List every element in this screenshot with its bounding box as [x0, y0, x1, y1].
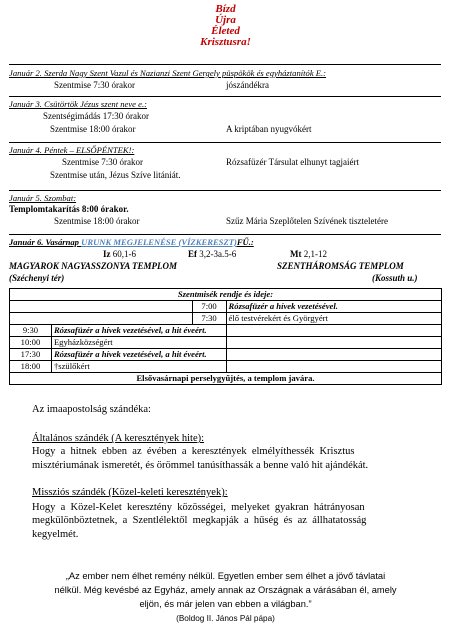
- mass-intention: élő testvérekért és Györgyért: [226, 313, 441, 325]
- reading-book: Mt: [290, 249, 302, 259]
- reading-1: [103, 249, 136, 259]
- sunday-feast-name: URUNK MEGJELENÉSE (VÍZKERESZT): [81, 237, 237, 247]
- mass-intention: Rózsafüzér a hívek vezetésével, a hit éveért.: [51, 349, 226, 361]
- divider: [9, 190, 441, 191]
- mass-intention: Szűz Mária Szeplőtelen Szívének tiszteletére: [226, 216, 388, 226]
- reading-ref: 2,1-12: [303, 249, 327, 259]
- mass-time: Szentmise 18:00 órakor: [54, 216, 140, 226]
- reading-3: [290, 249, 327, 259]
- day-heading: Január 4. Péntek – ELSŐPÉNTEK!:: [9, 145, 135, 155]
- mission-intention-heading: Missziós szándék (Közel-keleti keresztények):: [32, 487, 228, 498]
- general-intention-heading: Általános szándék (A keresztények hite):: [32, 433, 205, 444]
- reading-ref: 60,1-6: [112, 249, 136, 259]
- table-header: Szentmisék rendje és ideje:: [10, 289, 442, 301]
- table-row: [10, 349, 442, 361]
- church-right-name: SZENTHÁROMSÁG TEMPLOM: [277, 261, 404, 271]
- mass-intention: jószándékra: [226, 80, 269, 90]
- title-line-3: Életed: [211, 25, 240, 37]
- reading-ref: 3,2-3a.5-6: [199, 249, 237, 259]
- church-left-location: (Széchenyi tér): [9, 273, 65, 283]
- title-line-1: Bízd: [215, 3, 236, 15]
- mass-intention: Egyházközségért: [51, 337, 226, 349]
- divider: [9, 234, 441, 235]
- mass-intention: Rózsafüzér Társulat elhunyt tagjaiért: [226, 157, 360, 167]
- table-row: [10, 337, 442, 349]
- cleaning-note: Templomtakarítás 8:00 órakor.: [9, 204, 129, 214]
- mission-intention-line: Hogy a Közel-Kelet keresztény közösségei, melyeket gyakran hátrányosan: [32, 502, 365, 513]
- litany-note: Szentmise után, Jézus Szíve litániát.: [50, 170, 181, 180]
- quote-line: nélkül. Még kevésbé az Egyház, amely annak az Országnak a várásában él, amely: [54, 585, 397, 595]
- title-line-2: Újra: [215, 14, 236, 26]
- mass-time: 17:30: [10, 349, 52, 361]
- church-right-location: (Kossuth u.): [372, 273, 418, 283]
- mass-intention: A kriptában nyugvókért: [226, 124, 312, 134]
- mass-time: Szentmise 7:30 órakor: [54, 80, 135, 90]
- table-footer: Elsővasárnapi perselygyűjtés, a templom javára.: [10, 373, 442, 385]
- mass-time: Szentmise 18:00 órakor: [50, 124, 136, 134]
- sunday-heading: [9, 237, 254, 247]
- divider: [9, 96, 441, 97]
- mass-time: Szentmise 7:30 órakor: [62, 157, 143, 167]
- general-intention-line: Hogy a hitnek ebben az évében a keresztények elmélyíthessék Krisztus: [32, 446, 355, 457]
- sunday-heading-suffix: FŰ.:: [236, 237, 254, 247]
- quote-author: (Boldog II. János Pál pápa): [176, 614, 275, 623]
- mass-time: 9:30: [10, 325, 52, 337]
- church-left-name: MAGYAROK NAGYASSZONYA TEMPLOM: [9, 261, 178, 271]
- reading-book: Iz: [103, 249, 111, 259]
- sunday-heading-prefix: Január 6. Vasárnap: [9, 237, 79, 247]
- mass-intention: Rózsafüzér a hívek vezetésével, a hit éveért.: [51, 325, 226, 337]
- title-line-4: Krisztusra!: [200, 36, 251, 48]
- table-row: [10, 301, 442, 313]
- table-row: [10, 313, 442, 325]
- day-heading: Január 5. Szombat:: [9, 193, 77, 203]
- day-heading: Január 3. Csütörtök Jézus szent neve e.:: [9, 99, 147, 109]
- prayer-intro: Az imaapostolság szándéka:: [32, 404, 151, 415]
- mass-intention: †szülőkért: [51, 361, 226, 373]
- mission-intention-line: megkülönböztetnek, a Szentlélektől megkapják a hűség és az állhatatosság: [32, 515, 367, 526]
- mass-time: 10:00: [10, 337, 52, 349]
- divider: [9, 64, 441, 65]
- mass-intention: Rózsafüzér a hívek vezetésével.: [226, 301, 441, 313]
- quote-line: „Az ember nem élhet remény nélkül. Egyetlen ember sem élhet a jövő távlatai: [65, 571, 386, 581]
- mass-time: 7:00: [192, 301, 226, 313]
- general-intention-line: misztériumának ismeretét, és örömmel tanúsíthassák a benne való hit ajándékát.: [32, 460, 369, 471]
- mission-intention-line: kegyelmét.: [32, 529, 79, 540]
- quote-line: eljön, és már jelen van ebben a világban.”: [139, 599, 312, 609]
- divider: [9, 142, 441, 143]
- mass-time: 18:00: [10, 361, 52, 373]
- day-heading: Január 2. Szerda Nagy Szent Vazul és Nazianzi Szent Gergely püspökök és egyháztanítók E.:: [9, 68, 327, 78]
- reading-2: [188, 249, 236, 259]
- reading-book: Ef: [188, 249, 197, 259]
- adoration-time: Szentségimádás 17:30 órakor: [43, 111, 149, 121]
- table-row: [10, 325, 442, 337]
- mass-time: 7:30: [192, 313, 226, 325]
- table-row: [10, 361, 442, 373]
- mass-schedule-table: [9, 288, 442, 385]
